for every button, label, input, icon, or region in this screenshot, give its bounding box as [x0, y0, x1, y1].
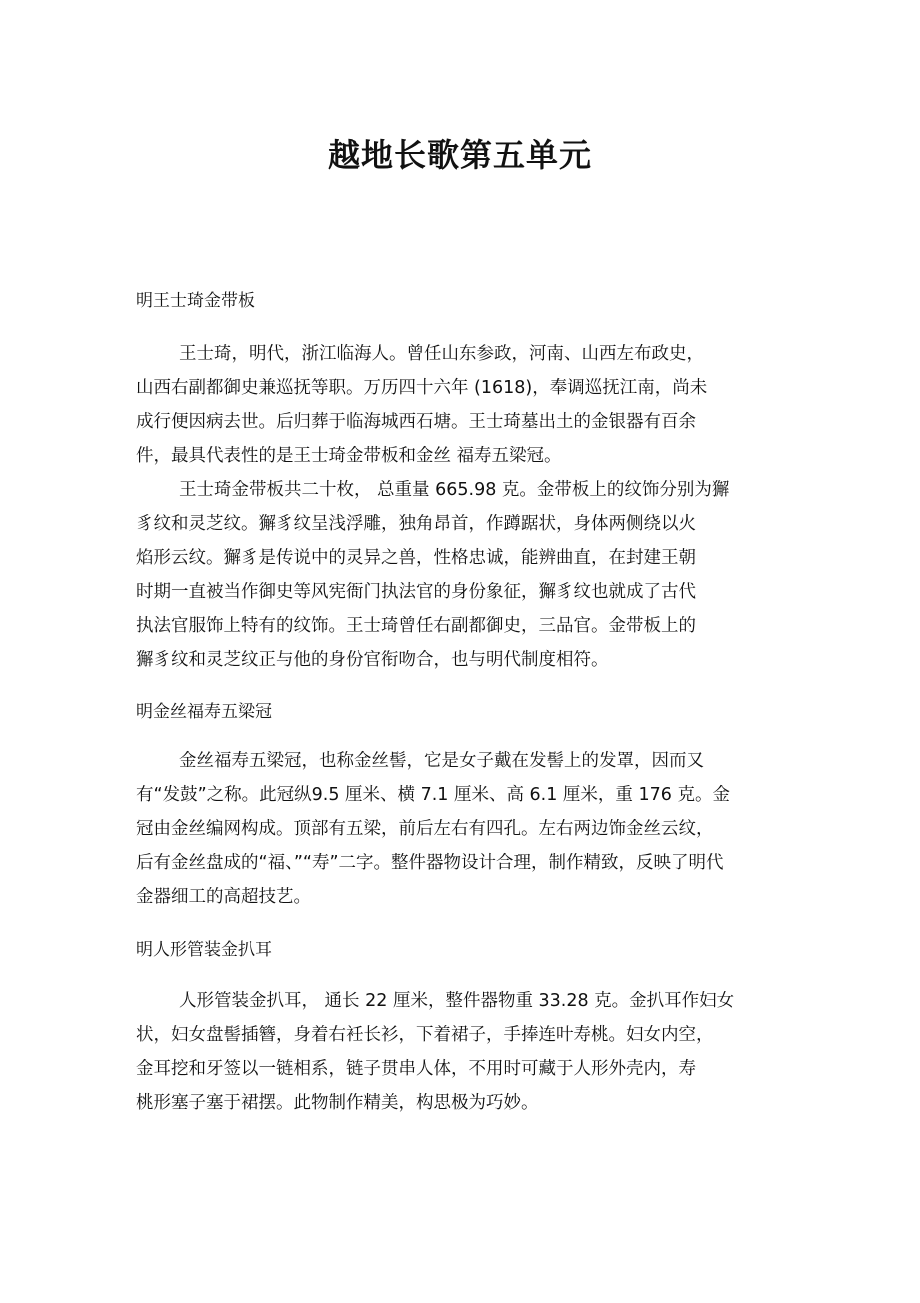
paragraph-line: 焰形云纹。獬豸是传说中的灵异之兽，性格忠诚，能辨曲直，在封建王朝: [136, 548, 696, 568]
paragraph-line: 成行便因病去世。后归葬于临海城西石塘。王士琦墓出土的金银器有百余: [136, 412, 696, 432]
document-title: 越地长歌第五单元: [327, 136, 592, 174]
paragraph-line: 金耳挖和牙签以一链相系，链子贯串人体，不用时可藏于人形外壳内，寿: [136, 1059, 696, 1079]
paragraph-line: 獬豸纹和灵芝纹正与他的身份官衔吻合，也与明代制度相符。: [136, 650, 609, 670]
paragraph-line: 有“发鼓”之称。此冠纵9.5 厘米、横 7.1 厘米、高 6.1 厘米，重 176 克。金: [136, 785, 730, 805]
paragraph-line: 后有金丝盘成的“福、”“寿”二字。整件器物设计合理，制作精致，反映了明代: [136, 853, 724, 873]
section-body-gold-ear-pick: [136, 984, 836, 1120]
paragraph-line: 金器细工的高超技艺。: [136, 887, 311, 907]
paragraph-line: 冠由金丝编网构成。顶部有五梁，前后左右有四孔。左右两边饰金丝云纹，: [136, 819, 714, 839]
section-heading-gold-ear-pick: 明人形管装金扒耳: [136, 940, 272, 960]
paragraph-line: 件，最具代表性的是王士琦金带板和金丝 福寿五梁冠。: [136, 446, 562, 466]
section-heading-gold-wire-crown: 明金丝福寿五梁冠: [136, 702, 272, 722]
paragraph-line: 桃形塞子塞于裙摆。此物制作精美，构思极为巧妙。: [136, 1093, 539, 1113]
section-body-gold-wire-crown: [136, 744, 836, 914]
paragraph-line: 人形管装金扒耳， 通长 22 厘米，整件器物重 33.28 克。金扒耳作妇女: [179, 991, 735, 1011]
paragraph-line: 豸纹和灵芝纹。獬豸纹呈浅浮雕，独角昂首，作蹲踞状，身体两侧绕以火: [136, 514, 696, 534]
paragraph-line: 执法官服饰上特有的纹饰。王士琦曾任右副都御史，三品官。金带板上的: [136, 616, 696, 636]
section-body-gold-belt-plaques: [136, 337, 836, 677]
paragraph-line: 时期一直被当作御史等风宪衙门执法官的身份象征，獬豸纹也就成了古代: [136, 582, 696, 602]
section-heading-gold-belt-plaques: 明王士琦金带板: [136, 291, 255, 311]
paragraph-line: 山西右副都御史兼巡抚等职。万历四十六年 (1618)，奉调巡抚江南，尚未: [136, 378, 708, 398]
paragraph-line: 王士琦，明代，浙江临海人。曾任山东参政，河南、山西左布政史，: [179, 344, 704, 364]
paragraph-line: 王士琦金带板共二十枚， 总重量 665.98 克。金带板上的纹饰分别为獬: [179, 480, 730, 500]
paragraph-line: 状，妇女盘髻插簪，身着右衽长衫，下着裙子，手捧连叶寿桃。妇女内空，: [136, 1025, 714, 1045]
paragraph-line: 金丝福寿五梁冠，也称金丝髻，它是女子戴在发髻上的发罩，因而又: [179, 751, 704, 771]
